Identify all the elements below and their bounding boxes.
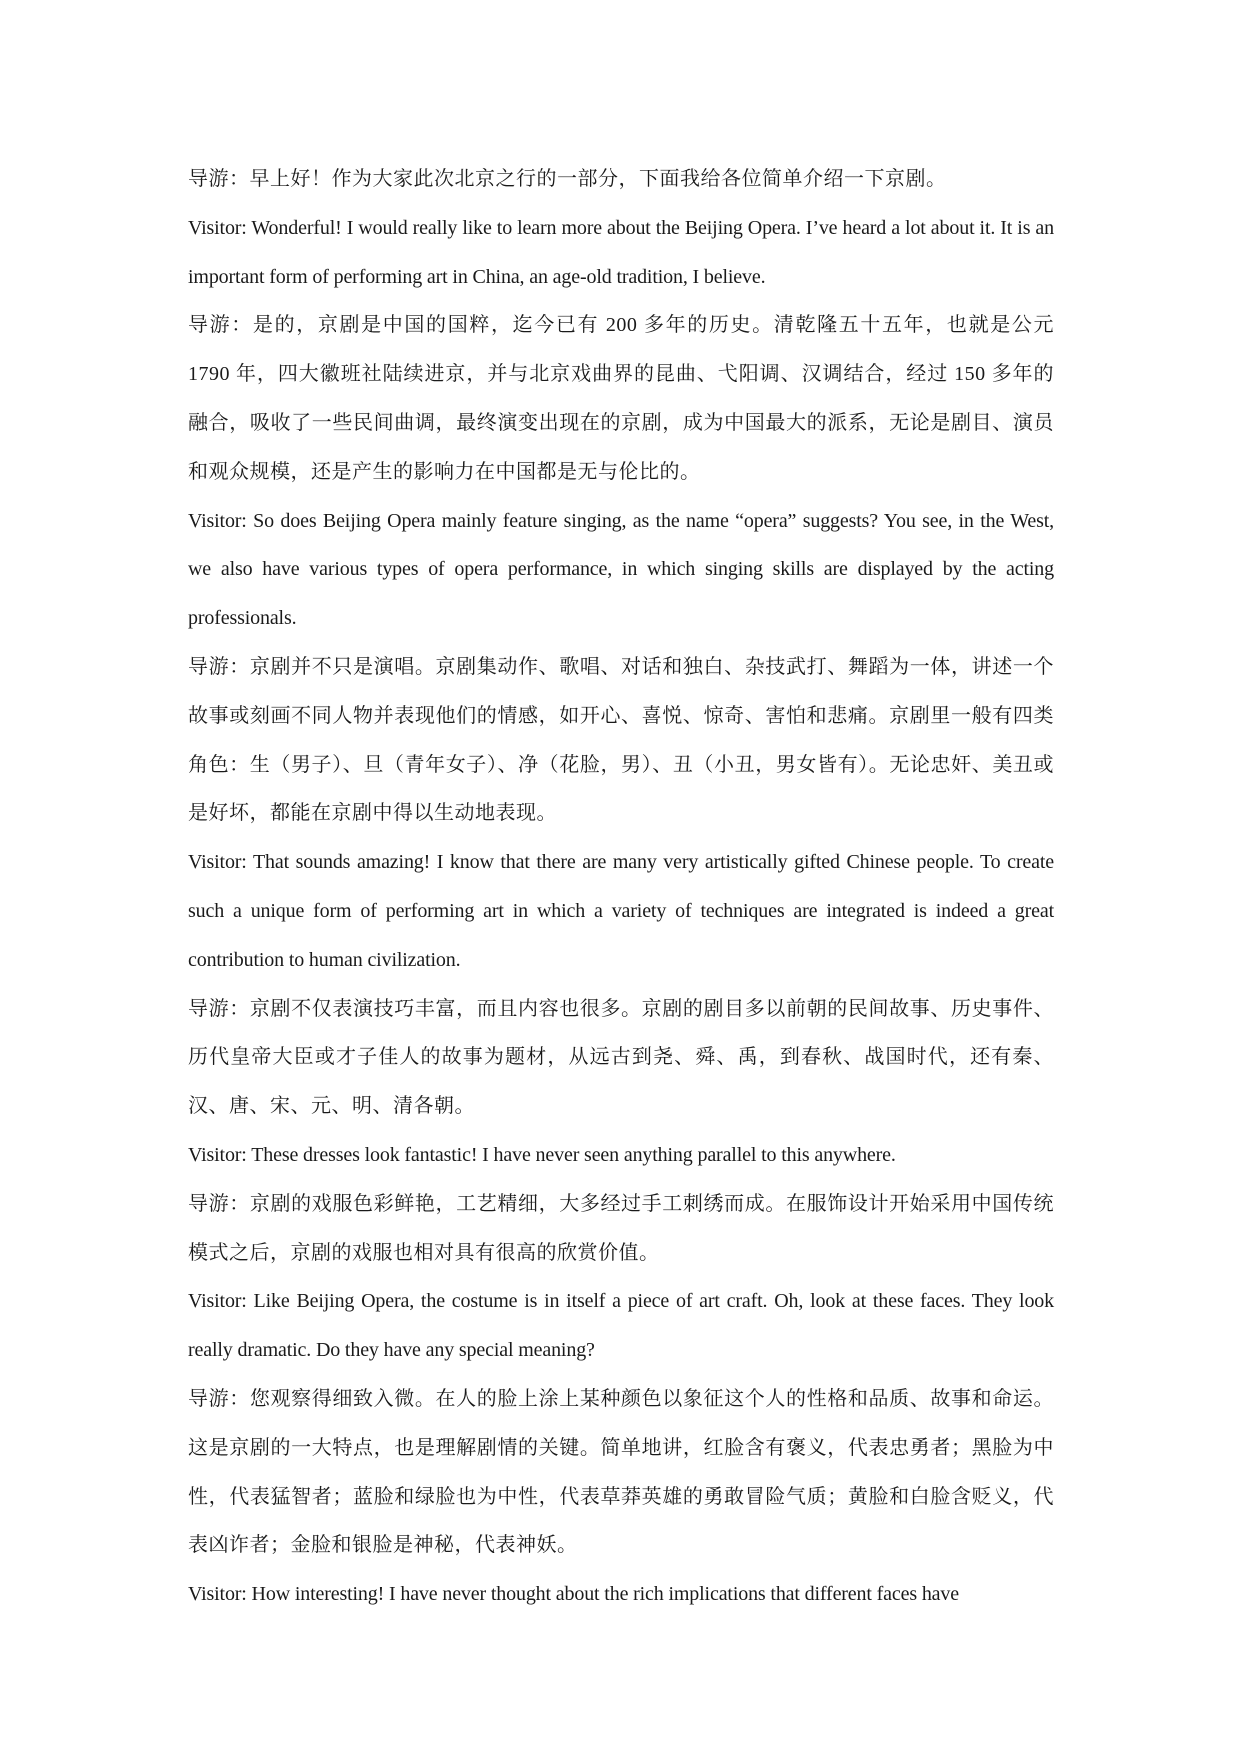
paragraph-visitor-faces: Visitor: Like Beijing Opera, the costume is in itself a piece of art craft. Oh, look at these faces. They look really dramatic. Do they have any special meaning? [188,1290,1054,1362]
dialogue-body [188,155,1054,1619]
paragraph-guide-repertoire: 导游：京剧不仅表演技巧丰富，而且内容也很多。京剧的剧目多以前朝的民间故事、历史事件、历代皇帝大臣或才子佳人的故事为题材，从远古到尧、舜、禹，到春秋、战国时代，还有秦、汉、唐、宋、元、明、清各朝。 [188,997,1054,1118]
paragraph-visitor-interesting: Visitor: How interesting! I have never thought about the rich implications that different faces have [188,1583,959,1606]
paragraph-visitor-singing: Visitor: So does Beijing Opera mainly feature singing, as the name “opera” suggests? You see, in the West, we also have various types of opera performance, in which singing skills are displayed by the acting professionals. [188,509,1054,630]
paragraph-guide-face-colors: 导游：您观察得细致入微。在人的脸上涂上某种颜色以象征这个人的性格和品质、故事和命运。这是京剧的一大特点，也是理解剧情的关键。简单地讲，红脸含有褒义，代表忠勇者；黑脸为中性，代表猛智者；蓝脸和绿脸也为中性，代表草莽英雄的勇敢冒险气质；黄脸和白脸含贬义，代表凶诈者；金脸和银脸是神秘，代表神妖。 [188,1387,1054,1557]
paragraph-guide-roles: 导游：京剧并不只是演唱。京剧集动作、歌唱、对话和独白、杂技武打、舞蹈为一体，讲述一个故事或刻画不同人物并表现他们的情感，如开心、喜悦、惊奇、害怕和悲痛。京剧里一般有四类角色：生（男子）、旦（青年女子）、净（花脸，男）、丑（小丑，男女皆有）。无论忠奸、美丑或是好坏，都能在京剧中得以生动地表现。 [188,655,1054,825]
paragraph-guide-history: 导游：是的，京剧是中国的国粹，迄今已有 200 多年的历史。清乾隆五十五年，也就是公元 1790 年，四大徽班社陆续进京，并与北京戏曲界的昆曲、弋阳调、汉调结合，经过 150 多年的融合，吸收了一些民间曲调，最终演变出现在的京剧，成为中国最大的派系，无论是剧目、演员和观众规模，还是产生的影响力在中国都是无与伦比的。 [188,314,1054,483]
paragraph-guide-greeting: 导游：早上好！作为大家此次北京之行的一部分，下面我给各位简单介绍一下京剧。 [188,168,947,190]
paragraph-guide-costumes: 导游：京剧的戏服色彩鲜艳，工艺精细，大多经过手工刺绣而成。在服饰设计开始采用中国传统模式之后，京剧的戏服也相对具有很高的欣赏价值。 [188,1192,1054,1264]
paragraph-visitor-amazing: Visitor: That sounds amazing! I know that there are many very artistically gifted Chinese people. To create such a unique form of performing art in which a variety of techniques are integrated is indeed a great contribution to human civilization. [188,851,1054,971]
paragraph-visitor-wonderful: Visitor: Wonderful! I would really like to learn more about the Beijing Opera. I’ve heard a lot about it. It is an important form of performing art in China, an age-old tradition, I believe. [188,216,1054,288]
paragraph-visitor-dresses: Visitor: These dresses look fantastic! I have never seen anything parallel to this anywhere. [188,1143,896,1166]
